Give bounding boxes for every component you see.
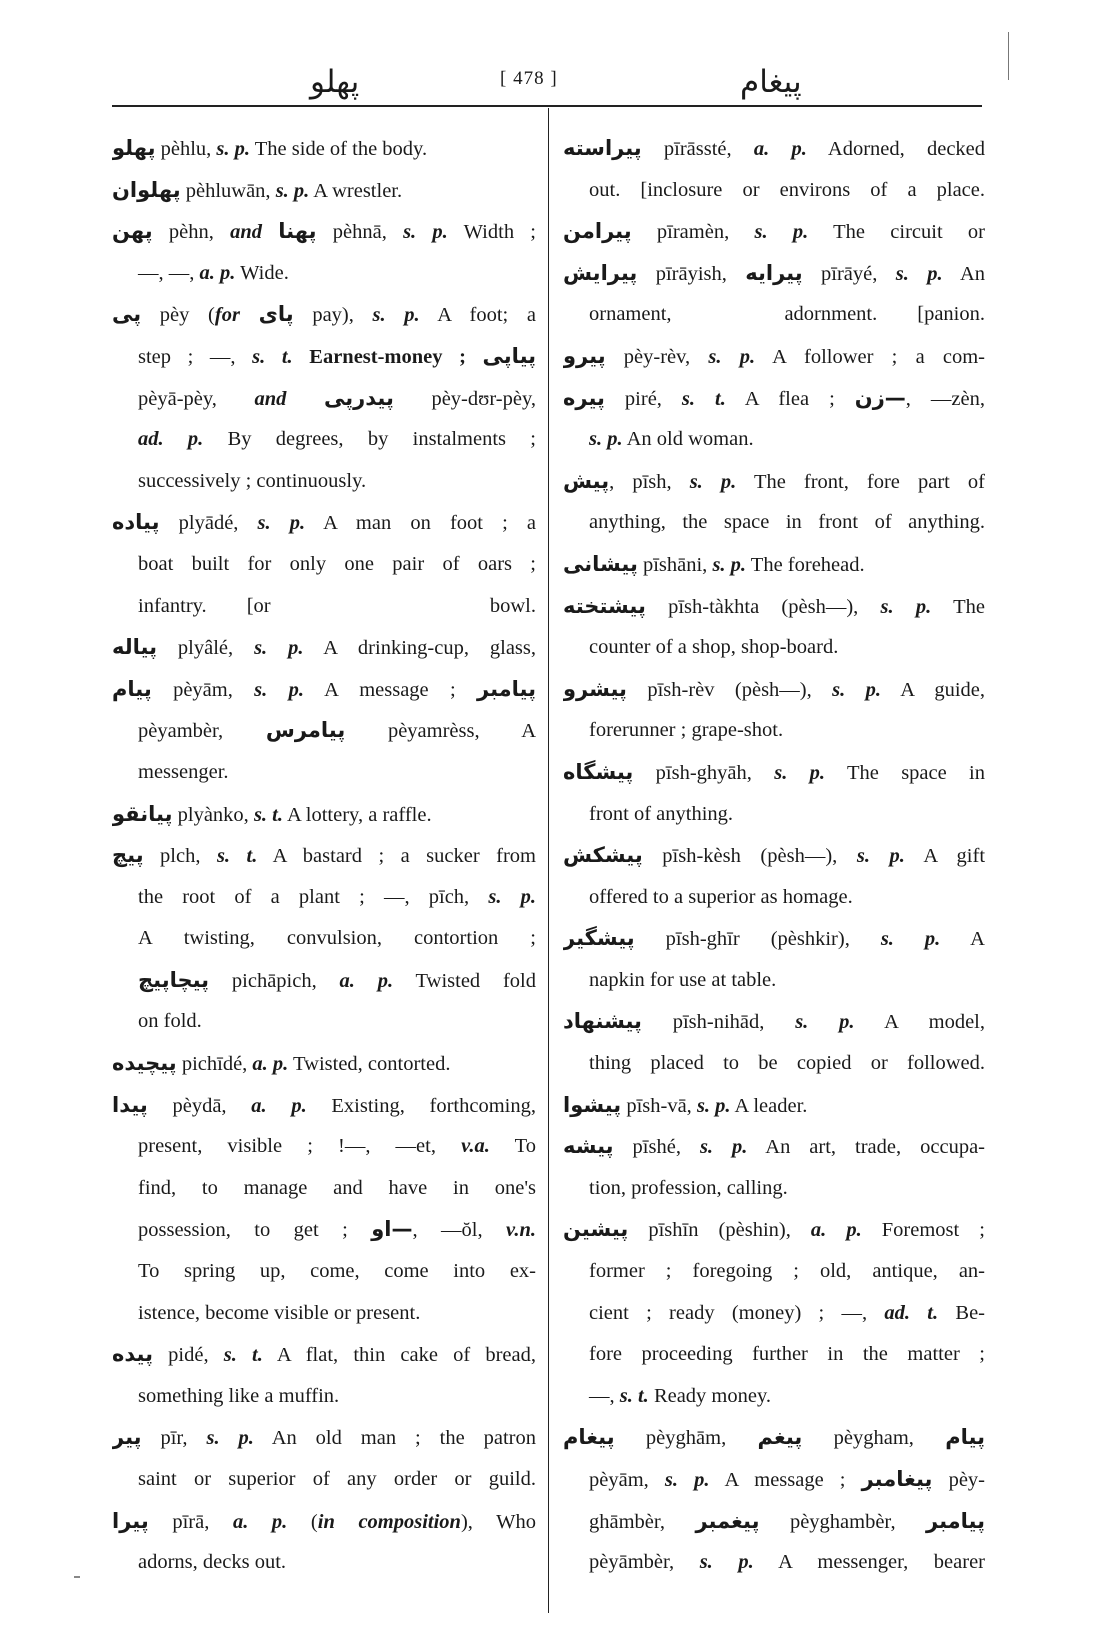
header-right-word: پيغام xyxy=(740,64,802,99)
dictionary-line: cient ; ready (money) ; —, ad. t. Be- xyxy=(589,1301,985,1324)
dictionary-line: پهلوان pèhluwān, s. p. A wrestler. xyxy=(112,177,403,202)
dictionary-line: پهلو pèhlu, s. p. The side of the body. xyxy=(112,136,428,160)
dictionary-line: pèyambèr, پيامرس pèyamrèss, A xyxy=(138,718,536,743)
dictionary-line: the root of a plant ; —, pīch, s. p. xyxy=(138,885,536,908)
dictionary-line: step ; —, s. t. Earnest-money ; پياپى xyxy=(138,343,536,368)
dictionary-line: پيغام pèyghām, پيغم pèygham, پيام xyxy=(563,1425,985,1450)
dictionary-line: پيشنهاد pīsh-nihād, s. p. A model, xyxy=(563,1009,985,1034)
dictionary-line: پيشه pīshé, s. p. An art, trade, occupa- xyxy=(563,1134,985,1159)
dictionary-line: پير pīr, s. p. An old man ; the patron xyxy=(112,1425,536,1450)
dictionary-line: ornament, adornment. [panion. xyxy=(589,303,985,326)
dictionary-line: پيچاپيچ pichāpich, a. p. Twisted fold xyxy=(138,967,536,992)
column-divider xyxy=(548,108,549,1613)
dictionary-line: ghāmbèr, پيغمبر pèyghambèr, پيامبر xyxy=(589,1508,985,1533)
dictionary-line: پيشتخته pīsh-tàkhta (pèsh—), s. p. The xyxy=(563,593,985,618)
dictionary-line: boat built for only one pair of oars ; xyxy=(138,552,536,575)
dictionary-line: anything, the space in front of anything. xyxy=(589,511,985,534)
dictionary-line: messenger. xyxy=(138,760,229,783)
dictionary-line: istence, become visible or present. xyxy=(138,1301,421,1324)
dictionary-line: on fold. xyxy=(138,1010,202,1033)
page-number: [ 478 ] xyxy=(500,68,558,89)
dictionary-line: infantry. [or bowl. xyxy=(138,594,536,617)
dictionary-line: possession, to get ; —او, —ŏl, v.n. xyxy=(138,1217,536,1242)
dictionary-line: پيرا pīrā, a. p. (in composition), Who xyxy=(112,1508,536,1533)
dictionary-line: To spring up, come, come into ex- xyxy=(138,1260,536,1283)
dictionary-line: پيرو pèy-rèv, s. p. A follower ; a com- xyxy=(563,343,985,368)
dictionary-line: pèyāmbèr, s. p. A messenger, bearer xyxy=(589,1551,985,1574)
header-rule xyxy=(112,105,982,107)
dictionary-line: پيشانى pīshāni, s. p. The forehead. xyxy=(563,551,865,576)
dictionary-line: pèyā-pèy, and پيدرپى pèy-dʊr-pèy, xyxy=(138,385,536,410)
dictionary-line: پيشكش pīsh-kèsh (pèsh—), s. p. A gift xyxy=(563,843,985,868)
dictionary-line: پيشگاه pīsh-ghyāh, s. p. The space in xyxy=(563,759,985,784)
dictionary-line: پياله plyâlé, s. p. A drinking-cup, glass, xyxy=(112,635,536,660)
dictionary-line: adorns, decks out. xyxy=(138,1551,287,1574)
dictionary-line: present, visible ; !—, —et, v.a. To xyxy=(138,1135,536,1158)
dictionary-line: front of anything. xyxy=(589,802,734,825)
header-left-word: پهلو xyxy=(310,64,360,99)
dictionary-line: offered to a superior as homage. xyxy=(589,885,853,908)
dictionary-line: —, s. t. Ready money. xyxy=(589,1384,772,1407)
dictionary-line: پيشوا pīsh-vā, s. p. A leader. xyxy=(563,1092,808,1117)
dictionary-line: former ; foregoing ; old, antique, an- xyxy=(589,1260,985,1283)
dictionary-line: forerunner ; grape-shot. xyxy=(589,719,784,742)
dictionary-line: s. p. An old woman. xyxy=(589,428,754,451)
dictionary-line: counter of a shop, shop-board. xyxy=(589,636,839,659)
dictionary-line: پيشين pīshīn (pèshin), a. p. Foremost ; xyxy=(563,1217,985,1242)
dictionary-line: پيرايش pīrāyish, پيرايه pīrāyé, s. p. An xyxy=(563,260,985,285)
dictionary-line: successively ; continuously. xyxy=(138,469,367,492)
dictionary-line: پيده pidé, s. t. A flat, thin cake of bread, xyxy=(112,1342,536,1367)
dictionary-line: something like a muffin. xyxy=(138,1384,340,1407)
dictionary-line: پى pèy (for پاى pay), s. p. A foot; a xyxy=(112,302,536,327)
dictionary-line: saint or superior of any order or guild. xyxy=(138,1468,536,1490)
dictionary-line: napkin for use at table. xyxy=(589,968,777,991)
dictionary-line: پيام pèyām, s. p. A message ; پيامبر xyxy=(112,676,536,701)
left-column xyxy=(112,128,536,1584)
dictionary-line: پيانقو plyànko, s. t. A lottery, a raffle. xyxy=(112,801,432,826)
running-header xyxy=(120,58,980,104)
dictionary-line: پيچيده pichīdé, a. p. Twisted, contorted. xyxy=(112,1051,451,1076)
dictionary-line: پيرامن pīramèn, s. p. The circuit or xyxy=(563,219,985,244)
dictionary-line: find, to manage and have in one's xyxy=(138,1176,536,1199)
dictionary-line: پيراسته pīrāssté, a. p. Adorned, decked xyxy=(563,136,985,160)
dictionary-line: thing placed to be copied or followed. xyxy=(589,1052,985,1075)
dictionary-line: پيدا pèydā, a. p. Existing, forthcoming, xyxy=(112,1092,536,1117)
dictionary-line: out. [inclosure or environs of a place. xyxy=(589,178,985,201)
page-edge-mark xyxy=(1008,32,1009,80)
dictionary-line: pèyām, s. p. A message ; پيغامبر pèy- xyxy=(589,1467,985,1491)
dictionary-line: tion, profession, calling. xyxy=(589,1176,788,1199)
scan-speck xyxy=(74,1576,80,1578)
dictionary-line: پهن pèhn, and پهنا pèhnā, s. p. Width ; xyxy=(112,219,536,244)
dictionary-line: پيش, pīsh, s. p. The front, fore part of xyxy=(563,468,985,493)
dictionary-line: —, —, a. p. Wide. xyxy=(138,261,289,284)
dictionary-line: پيره piré, s. t. A flea ; —زن, —zèn, xyxy=(563,385,985,410)
dictionary-line: ad. p. By degrees, by instalments ; xyxy=(138,428,536,451)
dictionary-line: پيچ plch, s. t. A bastard ; a sucker from xyxy=(112,843,536,868)
dictionary-line: پيشرو pīsh-rèv (pèsh—), s. p. A guide, xyxy=(563,676,985,701)
dictionary-line: پيشگير pīsh-ghīr (pèshkir), s. p. A xyxy=(563,926,985,951)
right-column xyxy=(563,128,985,1584)
dictionary-line: A twisting, convulsion, contortion ; xyxy=(138,927,536,950)
dictionary-line: fore proceeding further in the matter ; xyxy=(589,1343,985,1366)
dictionary-line: پياده plyādé, s. p. A man on foot ; a xyxy=(112,510,536,535)
